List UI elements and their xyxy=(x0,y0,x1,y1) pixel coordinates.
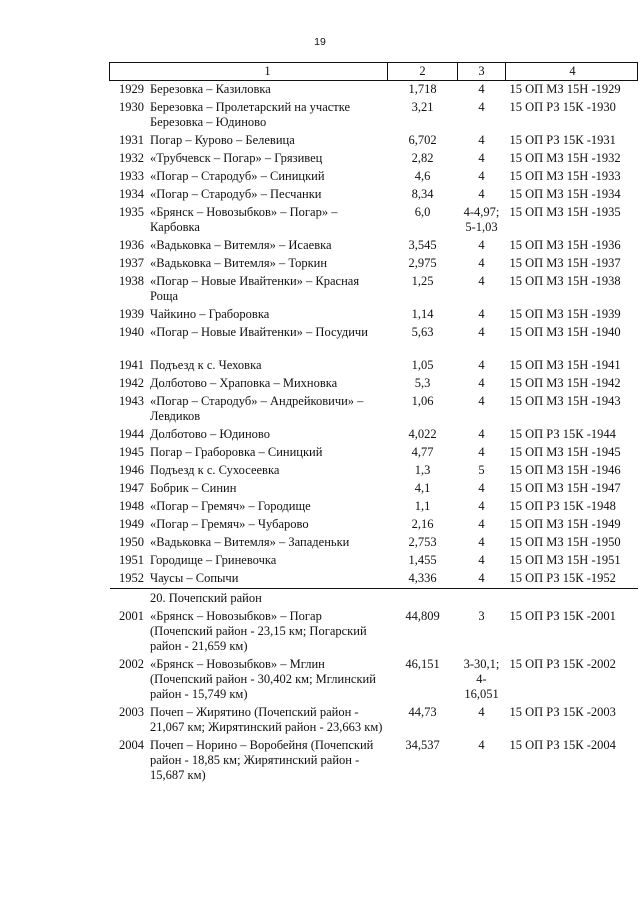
road-code: 15 ОП МЗ 15Н -1935 xyxy=(509,205,621,219)
road-category xyxy=(458,462,506,480)
road-category xyxy=(458,375,506,393)
header-col-2: 2 xyxy=(388,63,458,81)
road-name: «Брянск – Новозыбков» – Мглин (Почепский район - 30,402 км; Мглинский район - 15,749 км) xyxy=(150,657,376,701)
road-code: 15 ОП МЗ 15Н -1934 xyxy=(509,187,621,201)
road-category xyxy=(458,81,506,100)
row-number: 1948 xyxy=(119,499,144,513)
table-row xyxy=(110,375,638,393)
table-header-row xyxy=(110,63,638,81)
road-category-line: 5-1,03 xyxy=(465,220,498,234)
table-row xyxy=(110,81,638,100)
road-code: 15 ОП МЗ 15Н -1939 xyxy=(509,307,621,321)
road-category-line: 4 xyxy=(478,82,485,96)
road-name: «Вадьковка – Витемля» – Торкин xyxy=(150,256,328,270)
row-number: 1937 xyxy=(119,256,144,270)
row-number: 1940 xyxy=(119,325,144,339)
road-name: Долботово – Юдиново xyxy=(150,427,271,441)
table-row xyxy=(110,99,638,132)
road-length: 34,537 xyxy=(405,738,440,752)
table-row xyxy=(110,393,638,426)
table-row xyxy=(110,426,638,444)
section-number-cell xyxy=(110,589,148,609)
road-name: «Брянск – Новозыбков» – Погар» – Карбовка xyxy=(150,205,338,234)
road-category xyxy=(458,737,506,785)
row-number: 2003 xyxy=(119,705,144,719)
road-name: Долботово – Храповка – Михновка xyxy=(150,376,338,390)
road-category xyxy=(458,498,506,516)
road-length: 1,718 xyxy=(408,82,437,96)
road-name: Березовка – Казиловка xyxy=(150,82,271,96)
road-category-line: 4 xyxy=(478,238,485,252)
road-length: 5,3 xyxy=(414,376,431,390)
table-row xyxy=(110,324,638,342)
road-code: 15 ОП РЗ 15К -2003 xyxy=(509,705,616,719)
road-code: 15 ОП МЗ 15Н -1938 xyxy=(509,274,621,288)
road-code: 15 ОП МЗ 15Н -1943 xyxy=(509,394,621,408)
road-category-line: 4 xyxy=(478,169,485,183)
road-name: «Погар – Стародуб» – Синицкий xyxy=(150,169,325,183)
road-name: Городище – Гриневочка xyxy=(150,553,277,567)
table-row xyxy=(110,444,638,462)
road-category-line: 5 xyxy=(478,463,485,477)
row-number: 1952 xyxy=(110,570,148,589)
table-row xyxy=(110,204,638,237)
table-row xyxy=(110,150,638,168)
road-category-line: 4 xyxy=(478,151,485,165)
road-length: 4,6 xyxy=(414,169,431,183)
table-row xyxy=(110,570,638,589)
road-length: 1,14 xyxy=(411,307,434,321)
road-category xyxy=(458,132,506,150)
spacer-row xyxy=(110,342,638,357)
road-name: «Погар – Гремяч» – Чубарово xyxy=(150,517,309,531)
road-category xyxy=(458,516,506,534)
road-name: «Вадьковка – Витемля» – Исаевка xyxy=(150,238,332,252)
road-category xyxy=(458,656,506,704)
road-length: 44,809 xyxy=(405,609,440,623)
road-code: 15 ОП МЗ 15Н -1950 xyxy=(509,535,621,549)
row-number: 1936 xyxy=(119,238,144,252)
road-category xyxy=(458,552,506,570)
row-number: 2004 xyxy=(119,738,144,752)
road-length: 1,06 xyxy=(411,394,434,408)
road-category-line: 4 xyxy=(478,256,485,270)
road-category-line: 4 xyxy=(478,187,485,201)
road-length: 2,975 xyxy=(408,256,437,270)
road-category-line: 4 xyxy=(478,376,485,390)
road-category-line: 4 xyxy=(478,499,485,513)
road-category-line: 4 xyxy=(478,394,485,408)
road-name: «Погар – Новые Ивайтенки» – Посудичи xyxy=(150,325,368,339)
road-category xyxy=(458,255,506,273)
section-title: 20. Почепский район xyxy=(150,591,262,605)
road-name: Почеп – Норино – Воробейня (Почепский район - 18,85 км; Жирятинский район - 15,687 км) xyxy=(150,738,374,782)
road-length: 3,545 xyxy=(408,238,437,252)
road-name: Подъезд к с. Чеховка xyxy=(150,358,262,372)
road-category-line: 4- xyxy=(476,672,487,686)
road-length: 2,82 xyxy=(411,151,434,165)
header-col-1-left xyxy=(110,63,148,81)
row-number: 2002 xyxy=(119,657,144,671)
road-length: 44,73 xyxy=(408,705,437,719)
header-col-3: 3 xyxy=(458,63,506,81)
road-category-line: 4 xyxy=(478,325,485,339)
road-category-line: 4 xyxy=(478,738,485,752)
table-row xyxy=(110,186,638,204)
road-code: 15 ОП МЗ 15Н -1941 xyxy=(509,358,621,372)
road-name: «Погар – Новые Ивайтенки» – Красная Роща xyxy=(150,274,360,303)
table-row xyxy=(110,306,638,324)
road-category-line: 4 xyxy=(478,481,485,495)
road-length: 1,3 xyxy=(414,463,431,477)
road-category xyxy=(458,570,506,589)
section-empty xyxy=(388,589,458,609)
road-code: 15 ОП МЗ 15Н -1936 xyxy=(509,238,621,252)
road-category xyxy=(458,444,506,462)
road-code: 15 ОП РЗ 15К -1930 xyxy=(509,100,616,114)
road-code: 15 ОП МЗ 15Н -1951 xyxy=(509,553,621,567)
road-length: 46,151 xyxy=(405,657,440,671)
road-name: Подъезд к с. Сухосеевка xyxy=(150,463,280,477)
road-category xyxy=(458,150,506,168)
road-code: 15 ОП МЗ 15Н -1946 xyxy=(509,463,621,477)
row-number: 1950 xyxy=(119,535,144,549)
row-number: 1949 xyxy=(119,517,144,531)
road-code: 15 ОП МЗ 15Н -1929 xyxy=(509,82,621,96)
road-code: 15 ОП МЗ 15Н -1933 xyxy=(509,169,621,183)
road-code: 15 ОП РЗ 15К -1948 xyxy=(509,499,616,513)
road-category-line: 3-30,1; xyxy=(463,657,500,671)
road-length: 1,05 xyxy=(411,358,434,372)
table-row xyxy=(110,357,638,375)
road-name: Бобрик – Синин xyxy=(150,481,237,495)
road-name: Чайкино – Граборовка xyxy=(150,307,270,321)
row-number: 1935 xyxy=(119,205,144,219)
road-code: 15 ОП МЗ 15Н -1945 xyxy=(509,445,621,459)
row-number: 1947 xyxy=(119,481,144,495)
header-col-4: 4 xyxy=(506,63,638,81)
row-number: 1933 xyxy=(119,169,144,183)
road-category-line: 4-4,97; xyxy=(463,205,500,219)
road-code: 15 ОП МЗ 15Н -1937 xyxy=(509,256,621,270)
road-code: 15 ОП МЗ 15Н -1949 xyxy=(509,517,621,531)
road-length: 4,336 xyxy=(388,570,458,589)
table-row xyxy=(110,237,638,255)
road-category-line: 4 xyxy=(478,571,485,585)
row-number: 1932 xyxy=(119,151,144,165)
table-row xyxy=(110,273,638,306)
road-category-line: 4 xyxy=(478,358,485,372)
road-category xyxy=(458,273,506,306)
road-category-line: 4 xyxy=(478,274,485,288)
road-category-line: 4 xyxy=(478,517,485,531)
row-number: 1945 xyxy=(119,445,144,459)
table-row xyxy=(110,552,638,570)
road-category-line: 4 xyxy=(478,427,485,441)
road-category-line: 16,051 xyxy=(464,687,499,701)
road-length: 4,77 xyxy=(411,445,434,459)
road-name: «Брянск – Новозыбков» – Погар (Почепский район - 23,15 км; Погарский район - 21,659 км) xyxy=(150,609,367,653)
road-name: «Погар – Гремяч» – Городище xyxy=(150,499,311,513)
table-row xyxy=(110,498,638,516)
page-number: 19 xyxy=(314,36,326,48)
road-name: Погар – Граборовка – Синицкий xyxy=(150,445,323,459)
table-row xyxy=(110,480,638,498)
road-category xyxy=(458,186,506,204)
table-row xyxy=(110,168,638,186)
road-length: 1,455 xyxy=(408,553,437,567)
road-code: 15 ОП РЗ 15К -1931 xyxy=(509,133,616,147)
row-number: 1934 xyxy=(119,187,144,201)
road-name: Чаусы – Сопычи xyxy=(147,570,388,589)
road-category-line: 4 xyxy=(478,307,485,321)
road-category xyxy=(458,393,506,426)
road-category xyxy=(458,608,506,656)
road-category xyxy=(458,357,506,375)
road-name: Почеп – Жирятино (Почепский район - 21,067 км; Жирятинский район - 23,663 км) xyxy=(150,705,383,734)
road-category xyxy=(458,480,506,498)
table-row xyxy=(110,255,638,273)
header-col-1: 1 xyxy=(147,63,388,81)
road-code: 15 ОП РЗ 15К -2002 xyxy=(509,657,616,671)
road-category xyxy=(458,168,506,186)
table-row xyxy=(110,608,638,656)
road-length: 6,702 xyxy=(408,133,437,147)
road-length: 1,1 xyxy=(414,499,431,513)
road-code: 15 ОП МЗ 15Н -1942 xyxy=(509,376,621,390)
road-length: 3,21 xyxy=(411,100,434,114)
section-empty xyxy=(458,589,506,609)
road-category xyxy=(458,306,506,324)
table-row xyxy=(110,704,638,737)
row-number: 2001 xyxy=(119,609,144,623)
road-name: Березовка – Пролетарский на участке Березовка – Юдиново xyxy=(150,100,351,129)
section-empty xyxy=(506,589,638,609)
road-code: 15 ОП РЗ 15К -2004 xyxy=(509,738,616,752)
road-category-line: 4 xyxy=(478,133,485,147)
section-row xyxy=(110,589,638,609)
road-category xyxy=(458,324,506,342)
road-category xyxy=(458,237,506,255)
row-number: 1938 xyxy=(119,274,144,288)
row-number: 1929 xyxy=(119,82,144,96)
row-number: 1941 xyxy=(119,358,144,372)
road-code: 15 ОП РЗ 15К -2001 xyxy=(509,609,616,623)
road-category-line: 4 xyxy=(478,553,485,567)
road-category-line: 4 xyxy=(478,705,485,719)
road-name: «Трубчевск – Погар» – Грязивец xyxy=(150,151,323,165)
road-length: 1,25 xyxy=(411,274,434,288)
road-category xyxy=(458,204,506,237)
road-code: 15 ОП РЗ 15К -1944 xyxy=(509,427,616,441)
road-category-line: 3 xyxy=(478,609,485,623)
table-body xyxy=(110,81,638,786)
road-category-line: 4 xyxy=(478,100,485,114)
row-number: 1930 xyxy=(119,100,144,114)
road-length: 2,753 xyxy=(408,535,437,549)
table-row xyxy=(110,737,638,785)
road-length: 5,63 xyxy=(411,325,434,339)
row-number: 1951 xyxy=(119,553,144,567)
row-number: 1946 xyxy=(119,463,144,477)
road-length: 2,16 xyxy=(411,517,434,531)
road-name: «Вадьковка – Витемля» – Западеньки xyxy=(150,535,350,549)
row-number: 1939 xyxy=(119,307,144,321)
table-row xyxy=(110,132,638,150)
road-code: 15 ОП МЗ 15Н -1940 xyxy=(509,325,621,339)
road-category-line: 4 xyxy=(478,445,485,459)
table-row xyxy=(110,462,638,480)
road-length: 4,022 xyxy=(408,427,437,441)
table-row xyxy=(110,656,638,704)
row-number: 1943 xyxy=(119,394,144,408)
road-length: 6,0 xyxy=(414,205,431,219)
road-code: 15 ОП МЗ 15Н -1932 xyxy=(509,151,621,165)
road-category xyxy=(458,99,506,132)
road-code: 15 ОП РЗ 15К -1952 xyxy=(506,570,638,589)
road-name: «Погар – Стародуб» – Песчанки xyxy=(150,187,322,201)
row-number: 1944 xyxy=(119,427,144,441)
road-category xyxy=(458,534,506,552)
road-category xyxy=(458,704,506,737)
road-length: 8,34 xyxy=(411,187,434,201)
road-code: 15 ОП МЗ 15Н -1947 xyxy=(509,481,621,495)
road-category xyxy=(458,426,506,444)
row-number: 1942 xyxy=(119,376,144,390)
row-number: 1931 xyxy=(119,133,144,147)
road-length: 4,1 xyxy=(414,481,431,495)
table-row xyxy=(110,534,638,552)
road-name: «Погар – Стародуб» – Андрейковичи» – Левдиков xyxy=(150,394,364,423)
road-name: Погар – Курово – Белевица xyxy=(150,133,295,147)
road-category-line: 4 xyxy=(478,535,485,549)
roads-table xyxy=(109,62,638,785)
table-row xyxy=(110,516,638,534)
